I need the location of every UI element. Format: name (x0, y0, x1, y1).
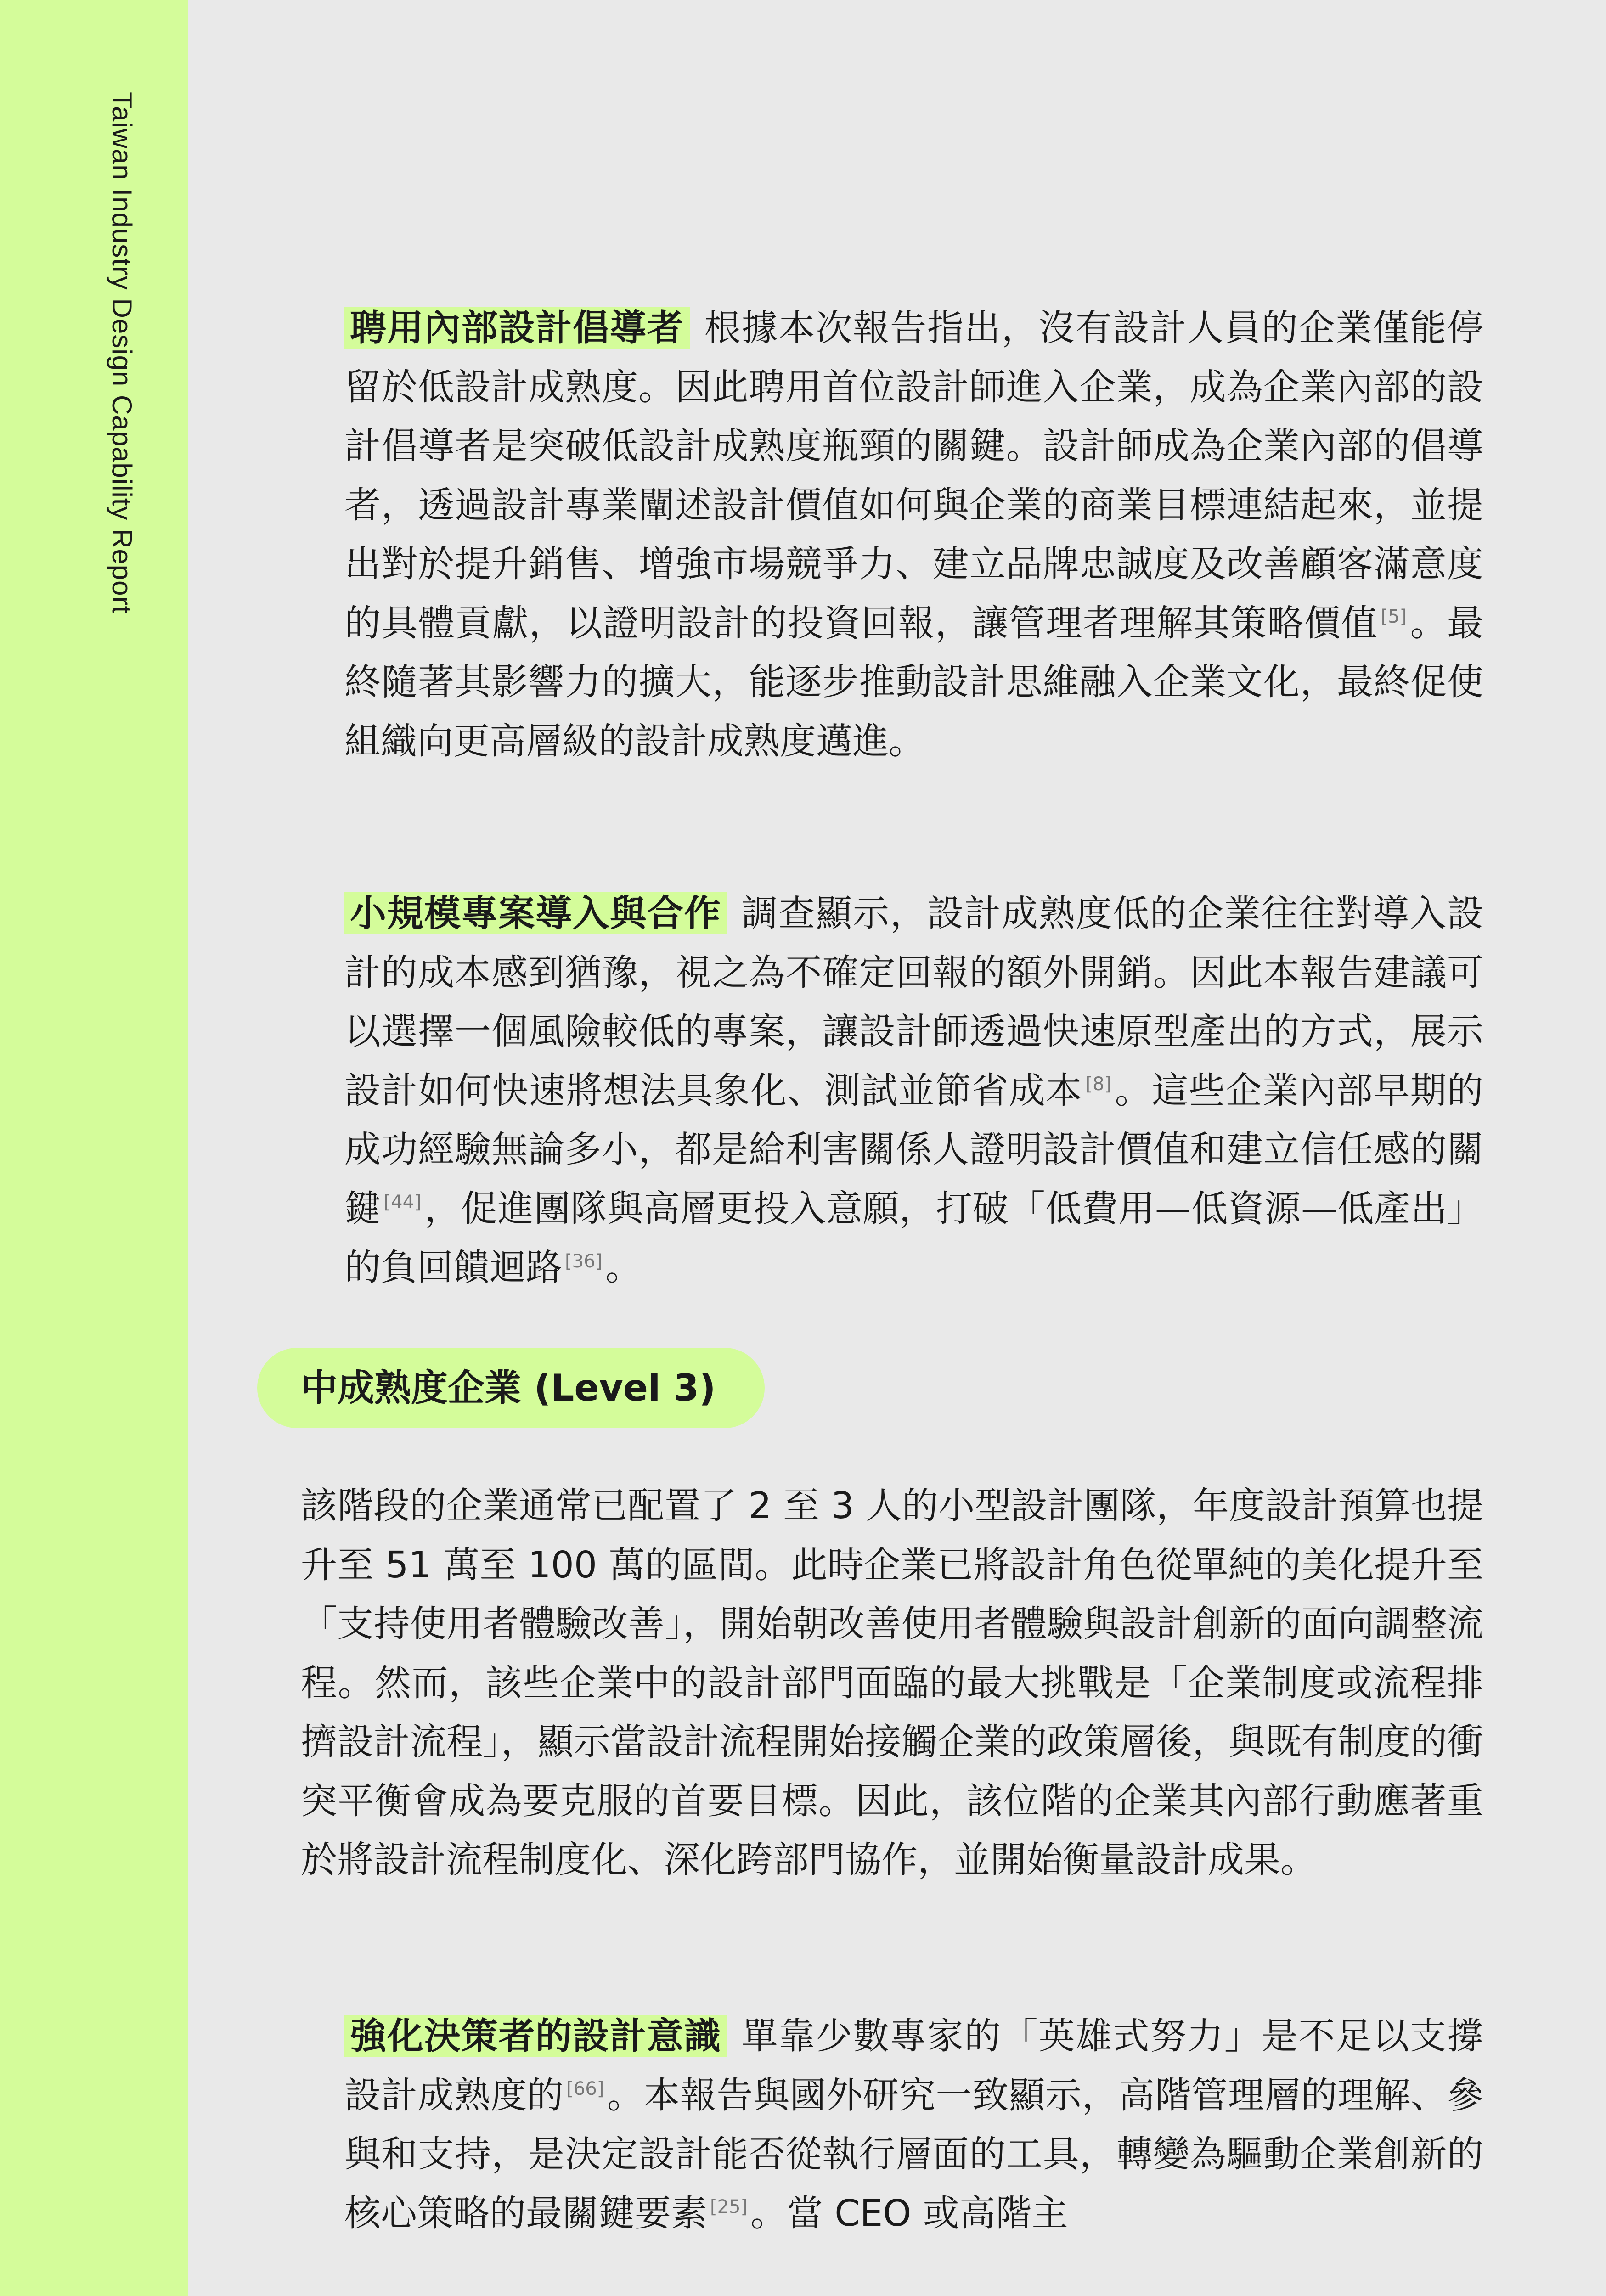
paragraph-text: 。當 CEO 或高階主 (750, 2192, 1068, 2234)
paragraph-text: 。本報告與國外研究一致顯示，高階管理層的理解、參與和支持，是決定設計能否從執行層面的工具，轉變為驅動企業創新的核心策略的最關鍵要素 (344, 2074, 1484, 2234)
citation-reference: [25] (710, 2196, 748, 2218)
paragraph-decision-makers (344, 2007, 1483, 2243)
paragraph-lead-decision-makers: 強化決策者的設計意識 (344, 2015, 727, 2057)
section-heading-pill (257, 1348, 765, 1428)
citation-reference: [5] (1381, 606, 1407, 628)
paragraph-text: 根據本次報告指出，沒有設計人員的企業僅能停留於低設計成熟度。因此聘用首位設計師進入企業，成為企業內部的設計倡導者是突破低設計成熟度瓶頸的關鍵。設計師成為企業內部的倡導者，透過設計專業闡述設計價值如何與企業的商業目標連結起來，並提出對於提升銷售、增強市場競爭力、建立品牌忠誠度及改善顧客滿意度的具體貢獻，以證明設計的投資回報，讓管理者理解其策略價值 (344, 307, 1484, 644)
paragraph-text: 。最終隨著其影響力的擴大，能逐步推動設計思維融入企業文化，最終促使組織向更高層級的設計成熟度邁進。 (344, 602, 1484, 762)
citation-reference: [66] (566, 2078, 604, 2100)
sidebar (0, 0, 188, 2296)
citation-reference: [36] (565, 1250, 603, 1272)
paragraph-text: 。這些企業內部早期的成功經驗無論多小，都是給利害關係人證明設計價值和建立信任感的關鍵 (344, 1069, 1484, 1230)
section-body: 該階段的企業通常已配置了 2 至 3 人的小型設計團隊，年度設計預算也提升至 51 萬至 100 萬的區間。此時企業已將設計角色從單純的美化提升至「支持使用者體驗改善」，開始朝改善使用者體驗與設計創新的面向調整流程。然而，該些企業中的設計部門面臨的最大挑戰是「企業制度或流程排擠設計流程」，顯示當設計流程開始接觸企業的政策層後，與既有制度的衝突平衡會成為要克服的首要目標。因此，該位階的企業其內部行動應著重於將設計流程制度化、深化跨部門協作，並開始衡量設計成果。 (301, 1485, 1483, 1881)
running-title: Taiwan Industry Design Capability Report (107, 92, 137, 614)
citation-reference: [8] (1085, 1074, 1112, 1095)
paragraph-lead-design-advocate: 聘用內部設計倡導者 (344, 307, 690, 349)
citation-reference: [44] (383, 1192, 422, 1213)
section-title: 中成熟度企業 (Level 3) (301, 1367, 716, 1409)
paragraph-text: ，促進團隊與高層更投入意願，打破「低費用—低資源—低產出」的負回饋迴路 (344, 1187, 1484, 1289)
paragraph-small-projects (344, 884, 1483, 1297)
paragraph-text: 單靠少數專家的「英雄式努力」是不足以支撐設計成熟度的 (344, 2015, 1484, 2116)
paragraph-design-advocate (344, 298, 1483, 771)
paragraph-text: 。 (605, 1246, 642, 1289)
paragraph-lead-small-projects: 小規模專案導入與合作 (344, 892, 727, 934)
paragraph-text: 調查顯示，設計成熟度低的企業往往對導入設計的成本感到猶豫，視之為不確定回報的額外開銷。因此本報告建議可以選擇一個風險較低的專案，讓設計師透過快速原型產出的方式，展示設計如何快速將想法具象化、測試並節省成本 (344, 892, 1484, 1112)
